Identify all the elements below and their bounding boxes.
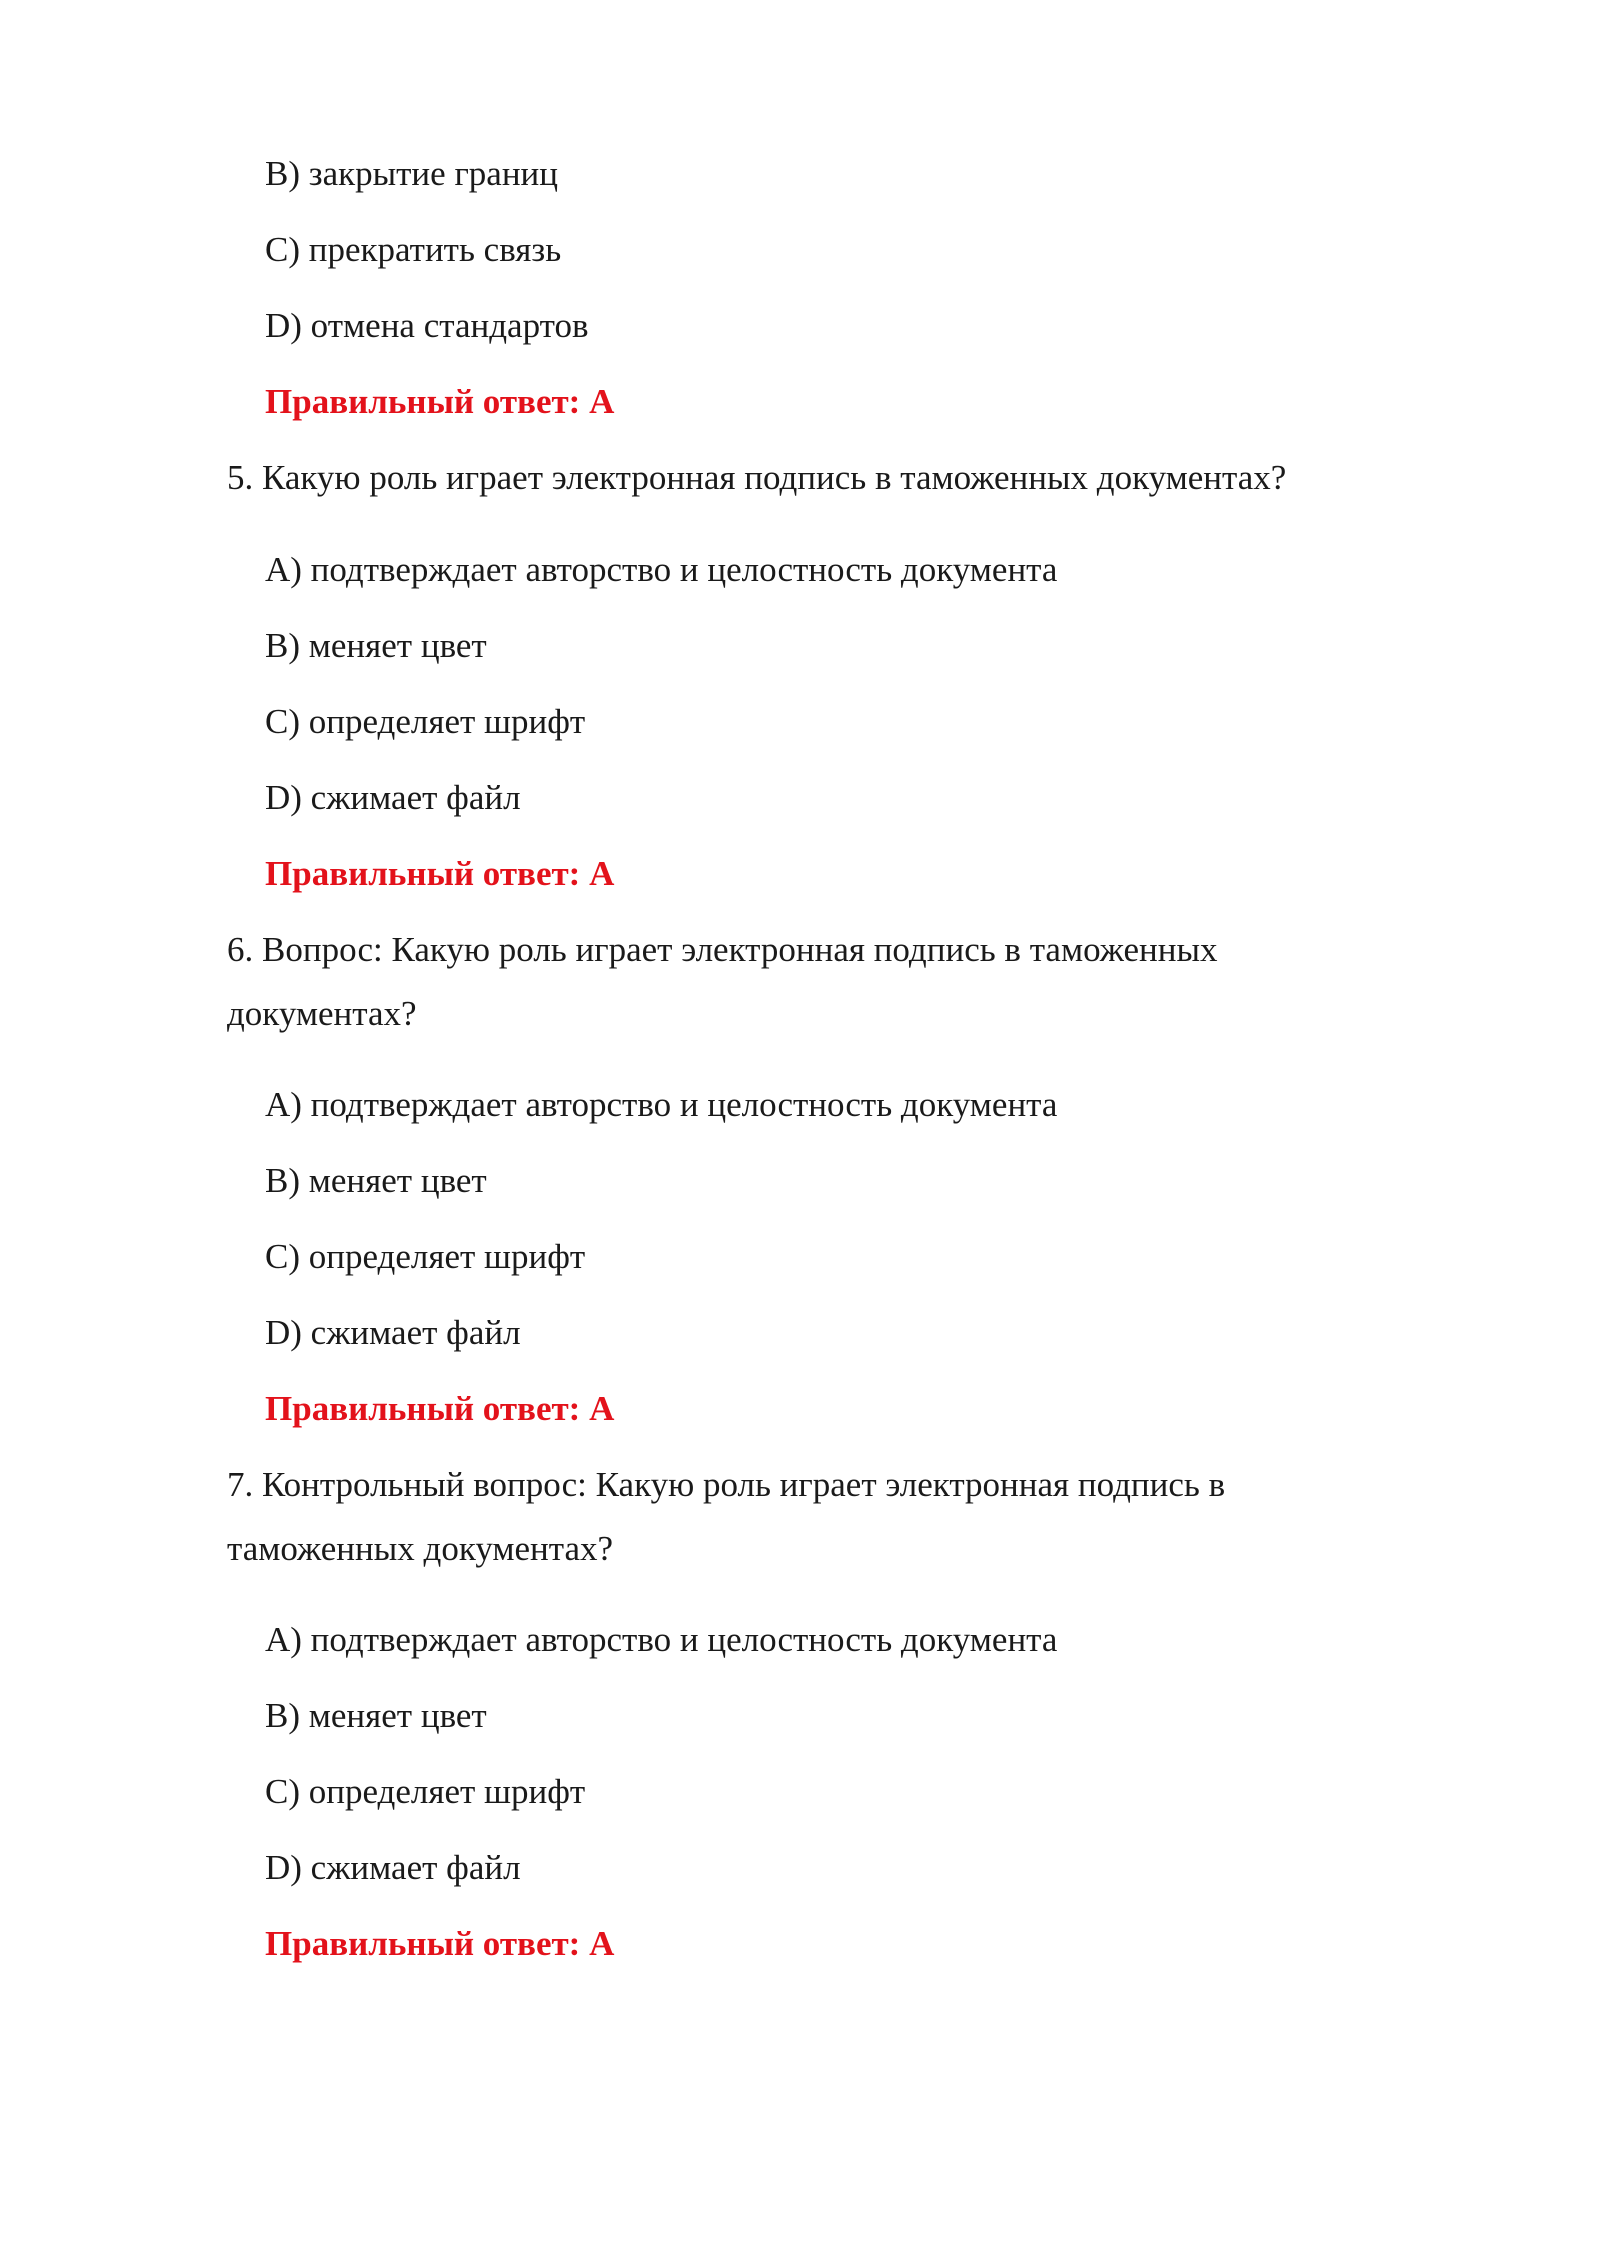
option-b: B) меняет цвет [265, 626, 487, 665]
correct-answer: Правильный ответ: A [265, 1924, 615, 1963]
option-b: B) меняет цвет [265, 1161, 487, 1200]
option-d: D) сжимает файл [265, 778, 521, 817]
option-d: D) отмена стандартов [265, 306, 589, 345]
question-5-text: 5. Какую роль играет электронная подпись в таможенных документах? [227, 458, 1287, 497]
option-c: C) определяет шрифт [265, 1772, 586, 1811]
correct-answer: Правильный ответ: A [265, 854, 615, 893]
question-7-text: 7. Контрольный вопрос: Какую роль играет электронная подпись в [227, 1465, 1226, 1504]
option-d: D) сжимает файл [265, 1313, 521, 1352]
option-a: A) подтверждает авторство и целостность документа [265, 1620, 1058, 1659]
option-c: C) определяет шрифт [265, 702, 586, 741]
correct-answer: Правильный ответ: A [265, 1389, 615, 1428]
question-6-text-continued: документах? [227, 994, 417, 1033]
option-a: A) подтверждает авторство и целостность документа [265, 1085, 1058, 1124]
option-a: A) подтверждает авторство и целостность документа [265, 550, 1058, 589]
question-6-text: 6. Вопрос: Какую роль играет электронная подпись в таможенных [227, 930, 1218, 969]
question-7-text-continued: таможенных документах? [227, 1529, 614, 1568]
option-b: B) меняет цвет [265, 1696, 487, 1735]
correct-answer: Правильный ответ: A [265, 382, 615, 421]
option-b: B) закрытие границ [265, 154, 559, 193]
option-d: D) сжимает файл [265, 1848, 521, 1887]
option-c: C) определяет шрифт [265, 1237, 586, 1276]
option-c: C) прекратить связь [265, 230, 562, 269]
